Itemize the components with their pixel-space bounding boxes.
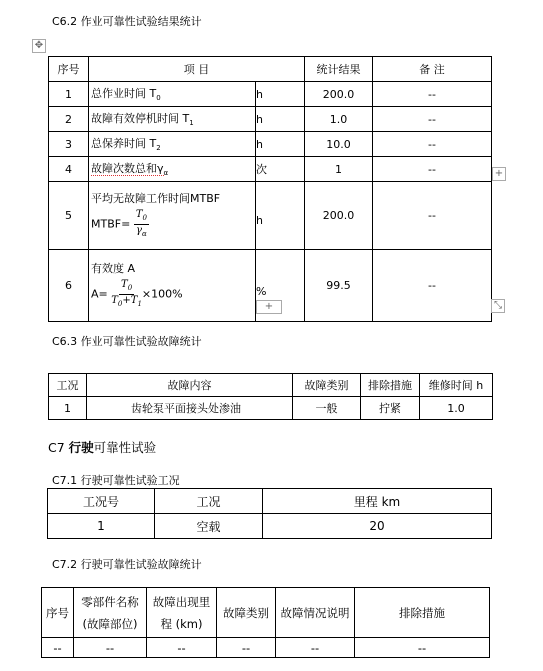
table-resize-icon[interactable]: ⤡ (491, 299, 505, 313)
cell-fault-description: -- (276, 638, 355, 658)
denominator-sub-2: 1 (137, 300, 142, 308)
row-note: -- (373, 132, 492, 157)
add-column-icon[interactable]: + (492, 167, 506, 181)
row-unit: % (256, 250, 305, 322)
header-condition-no: 工况号 (48, 489, 155, 514)
heading-prefix: C7 (48, 440, 69, 455)
cell-mileage: 20 (263, 514, 492, 539)
operation-fault-table (48, 373, 493, 420)
item-label: 故障次数总和γ (91, 162, 164, 176)
header-fault-category: 故障类别 (293, 374, 361, 397)
denominator-sub: α (142, 230, 147, 238)
section-heading-c7-2: C7.2 行驶可靠性试验故障统计 (52, 558, 202, 571)
fraction-numerator (134, 209, 149, 225)
cell-fault-category: -- (217, 638, 276, 658)
row-result: 200.0 (305, 182, 373, 250)
cell-condition-no: 1 (48, 514, 155, 539)
availability-fraction (111, 279, 142, 310)
item-subscript: α (163, 169, 169, 178)
mtbf-fraction (134, 209, 149, 240)
table-row (42, 638, 490, 658)
fraction-numerator (119, 279, 134, 295)
table-row (49, 182, 492, 250)
item-subscript: 0 (156, 94, 161, 103)
cell-repair-time: 1.0 (420, 397, 493, 420)
row-result: 10.0 (305, 132, 373, 157)
row-note: -- (373, 250, 492, 322)
driving-fault-table (41, 587, 490, 658)
table-header-row (48, 489, 492, 514)
numerator-sub: 0 (127, 284, 133, 292)
reliability-results-table (48, 56, 492, 322)
cell-fault-category: 一般 (293, 397, 361, 420)
row-item (89, 107, 256, 132)
cell-remedy: 拧紧 (361, 397, 420, 420)
table-row (49, 397, 493, 420)
row-seq: 3 (49, 132, 89, 157)
header-fault-content: 故障内容 (87, 374, 293, 397)
item-label: 总作业时间 T (91, 87, 157, 101)
table-move-handle-icon[interactable]: ✥ (32, 39, 46, 53)
driving-condition-table (47, 488, 492, 539)
header-condition: 工况 (155, 489, 263, 514)
row-note: -- (373, 182, 492, 250)
denominator-symbol: γ (136, 225, 142, 236)
denominator-symbol: T (111, 295, 118, 306)
row-result: 99.5 (305, 250, 373, 322)
availability-formula (91, 279, 255, 310)
row-unit: h (256, 82, 305, 107)
table-row (49, 132, 492, 157)
header-fault-category: 故障类别 (217, 588, 276, 638)
row-seq: 6 (49, 250, 89, 322)
header-remedy: 排除措施 (361, 374, 420, 397)
table-row (49, 107, 492, 132)
cell-condition: 空载 (155, 514, 263, 539)
header-result: 统计结果 (305, 57, 373, 82)
table-row (49, 82, 492, 107)
item-subscript: 1 (189, 119, 194, 128)
row-item (89, 250, 256, 322)
numerator-symbol: T (121, 279, 128, 290)
row-item (89, 157, 256, 182)
mtbf-formula (91, 209, 255, 240)
table-header-row (49, 374, 493, 397)
item-label: 总保养时间 T (91, 137, 157, 151)
heading-rest: 可靠性试验 (93, 440, 157, 455)
table-header-row (42, 588, 490, 638)
header-seq: 序号 (49, 57, 89, 82)
row-item (89, 182, 256, 250)
row-result: 1.0 (305, 107, 373, 132)
section-heading-c6-3: C6.3 作业可靠性试验故障统计 (52, 335, 202, 348)
cell-fault-content: 齿轮泵平面接头处渗油 (87, 397, 293, 420)
fraction-denominator (111, 295, 142, 310)
header-repair-time: 维修时间 h (420, 374, 493, 397)
cell-remedy: -- (355, 638, 490, 658)
header-seq: 序号 (42, 588, 74, 638)
row-note: -- (373, 107, 492, 132)
add-row-icon[interactable]: + (256, 300, 282, 314)
formula-suffix: ×100% (141, 287, 183, 301)
cell-part-name: -- (74, 638, 147, 658)
header-remedy: 排除措施 (355, 588, 490, 638)
row-unit: h (256, 107, 305, 132)
row-seq: 1 (49, 82, 89, 107)
header-mileage: 里程 km (263, 489, 492, 514)
numerator-sub: 0 (142, 214, 147, 222)
row-item (89, 132, 256, 157)
row-seq: 5 (49, 182, 89, 250)
table-row (48, 514, 492, 539)
table-row (49, 157, 492, 182)
header-part-name: 零部件名称 (故障部位) (74, 588, 147, 638)
table-header-row (49, 57, 492, 82)
formula-label: MTBF= (91, 217, 131, 231)
item-label: 故障有效停机时间 T (91, 112, 190, 126)
cell-condition: 1 (49, 397, 87, 420)
section-heading-c7 (48, 438, 156, 456)
denominator-symbol-2: +T (122, 295, 138, 306)
row-unit: 次 (256, 157, 305, 182)
row-note: -- (373, 157, 492, 182)
formula-label: A= (91, 287, 108, 301)
row-seq: 2 (49, 107, 89, 132)
cell-seq: -- (42, 638, 74, 658)
heading-bold: 行驶 (68, 440, 94, 455)
header-condition: 工况 (49, 374, 87, 397)
section-heading-c7-1: C7.1 行驶可靠性试验工况 (52, 474, 180, 487)
header-fault-mileage: 故障出现里 程 (km) (147, 588, 217, 638)
row-unit: h (256, 132, 305, 157)
row-result: 200.0 (305, 82, 373, 107)
item-label: 平均无故障工作时间MTBF (91, 192, 221, 205)
row-unit: h (256, 182, 305, 250)
row-note: -- (373, 82, 492, 107)
header-fault-description: 故障情况说明 (276, 588, 355, 638)
cell-fault-mileage: -- (147, 638, 217, 658)
denominator-sub: 0 (117, 300, 123, 308)
row-result: 1 (305, 157, 373, 182)
section-heading-c6-2: C6.2 作业可靠性试验结果统计 (52, 15, 202, 28)
row-seq: 4 (49, 157, 89, 182)
numerator-symbol: T (135, 209, 143, 220)
item-subscript: 2 (156, 144, 161, 153)
header-item: 项 目 (89, 57, 305, 82)
fraction-denominator (136, 225, 147, 240)
header-note: 备 注 (373, 57, 492, 82)
item-label: 有效度 A (91, 262, 136, 275)
row-item (89, 82, 256, 107)
